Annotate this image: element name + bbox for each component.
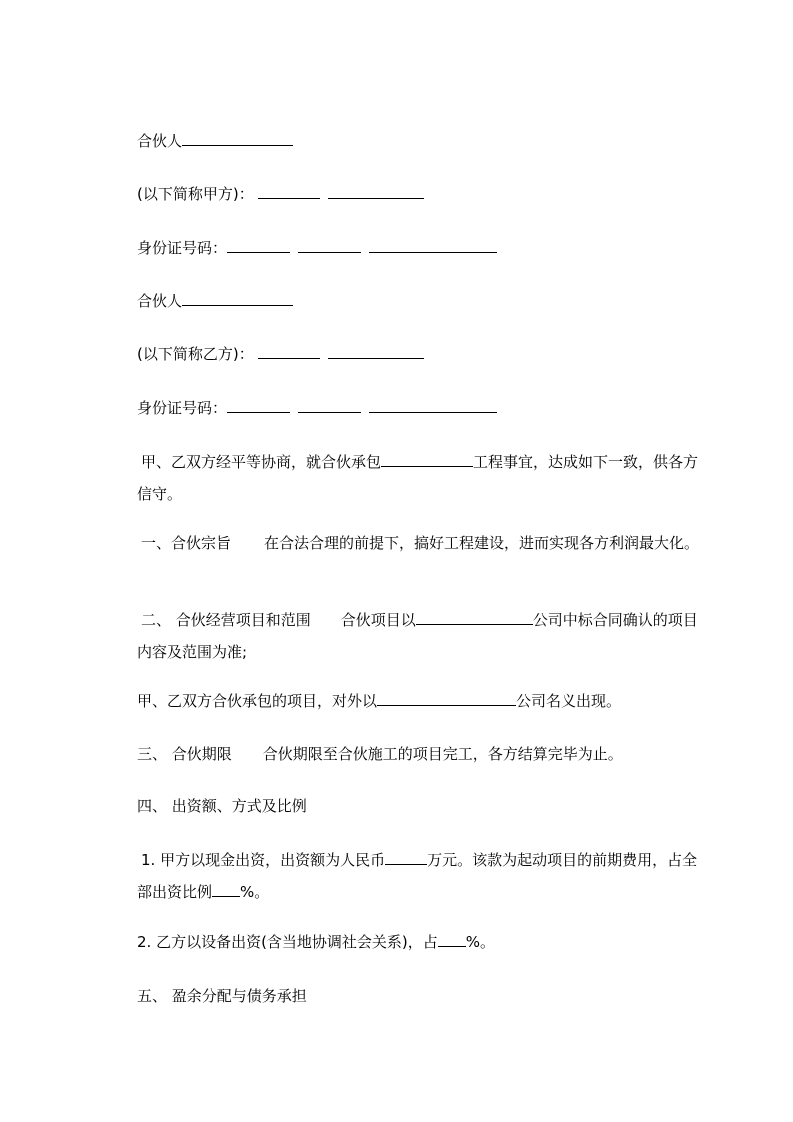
section-4-amount-blank — [385, 851, 427, 865]
section-2-external-company-blank — [377, 692, 516, 706]
party-b-id-label: 身份证号码： — [137, 399, 228, 417]
party-b-abbr-label: (以下简称乙方)： — [137, 345, 254, 363]
section-4-ratio-b-blank — [438, 933, 466, 947]
section-5-heading-line — [137, 986, 307, 1006]
party-b-abbr-line — [137, 344, 424, 364]
section-4-item-1-before: 1. 甲方以现金出资，出资额为人民币 — [141, 851, 386, 869]
section-2-heading: 二、 合伙经营项目和范围 — [141, 611, 311, 629]
party-a-id-blank-2 — [298, 239, 361, 253]
section-3-text: 合伙期限至合伙施工的项目完工，各方结算完毕为止。 — [262, 745, 623, 763]
party-a-partner-label: 合伙人 — [137, 132, 183, 150]
party-b-name-blank — [182, 292, 293, 306]
party-b-id-blank-3 — [369, 399, 497, 413]
party-a-id-blank-3 — [369, 239, 497, 253]
party-a-id-line — [137, 238, 497, 258]
section-1-text: 在合法合理的前提下，搞好工程建设，进而实现各方利润最大化。 — [264, 534, 700, 552]
party-b-id-blank-1 — [227, 399, 290, 413]
section-2-external-line — [137, 691, 621, 711]
section-4-heading-line — [137, 796, 307, 816]
party-a-name-blank — [182, 132, 293, 146]
section-1-heading: 一、合伙宗旨 — [141, 534, 232, 552]
party-b-abbr-blank-1 — [258, 345, 320, 359]
section-2-line2-after: 公司名义出现。 — [516, 692, 622, 710]
section-1-paragraph — [137, 527, 702, 559]
section-5-heading: 五、 盈余分配与债务承担 — [137, 987, 307, 1005]
intro-paragraph — [137, 446, 702, 510]
section-4-item-1-after: %。 — [240, 883, 270, 901]
intro-project-blank — [381, 453, 473, 467]
section-4-item-1-mid: 万元。该款为起动项目的前期费用，占全部出资比例 — [137, 851, 698, 901]
party-b-abbr-blank-2 — [328, 345, 424, 359]
party-b-id-line — [137, 398, 497, 418]
party-a-id-label: 身份证号码： — [137, 239, 228, 257]
section-4-item-2 — [137, 932, 495, 952]
section-2-line2-before: 甲、乙双方合伙承包的项目，对外以 — [137, 692, 378, 710]
section-3-heading: 三、 合伙期限 — [137, 745, 232, 763]
intro-text-after: 工程事宜，达成如下一致，供各方信守。 — [137, 453, 699, 503]
section-3-line — [137, 744, 623, 764]
party-a-id-blank-1 — [227, 239, 290, 253]
party-a-abbr-blank-1 — [258, 185, 320, 199]
section-4-item-2-after: %。 — [465, 933, 496, 951]
section-2-text-after: 公司中标合同确认的项目内容及范围为准; — [137, 611, 698, 661]
section-2-paragraph — [137, 604, 702, 668]
section-4-item-2-before: 2. 乙方以设备出资(含当地协调社会关系)，占 — [137, 933, 438, 951]
section-2-text-before: 合伙项目以 — [340, 611, 416, 629]
party-b-partner-line — [137, 291, 293, 311]
party-b-partner-label: 合伙人 — [137, 292, 183, 310]
section-4-ratio-a-blank — [212, 883, 240, 897]
section-2-company-blank — [416, 611, 533, 625]
party-b-id-blank-2 — [298, 399, 361, 413]
party-a-abbr-line — [137, 184, 424, 204]
party-a-partner-line — [137, 131, 293, 151]
party-a-abbr-label: (以下简称甲方)： — [137, 185, 254, 203]
intro-text-before: 甲、乙双方经平等协商，就合伙承包 — [141, 453, 382, 471]
party-a-abbr-blank-2 — [328, 185, 424, 199]
section-4-heading: 四、 出资额、方式及比例 — [137, 797, 307, 815]
section-4-item-1 — [137, 844, 702, 908]
